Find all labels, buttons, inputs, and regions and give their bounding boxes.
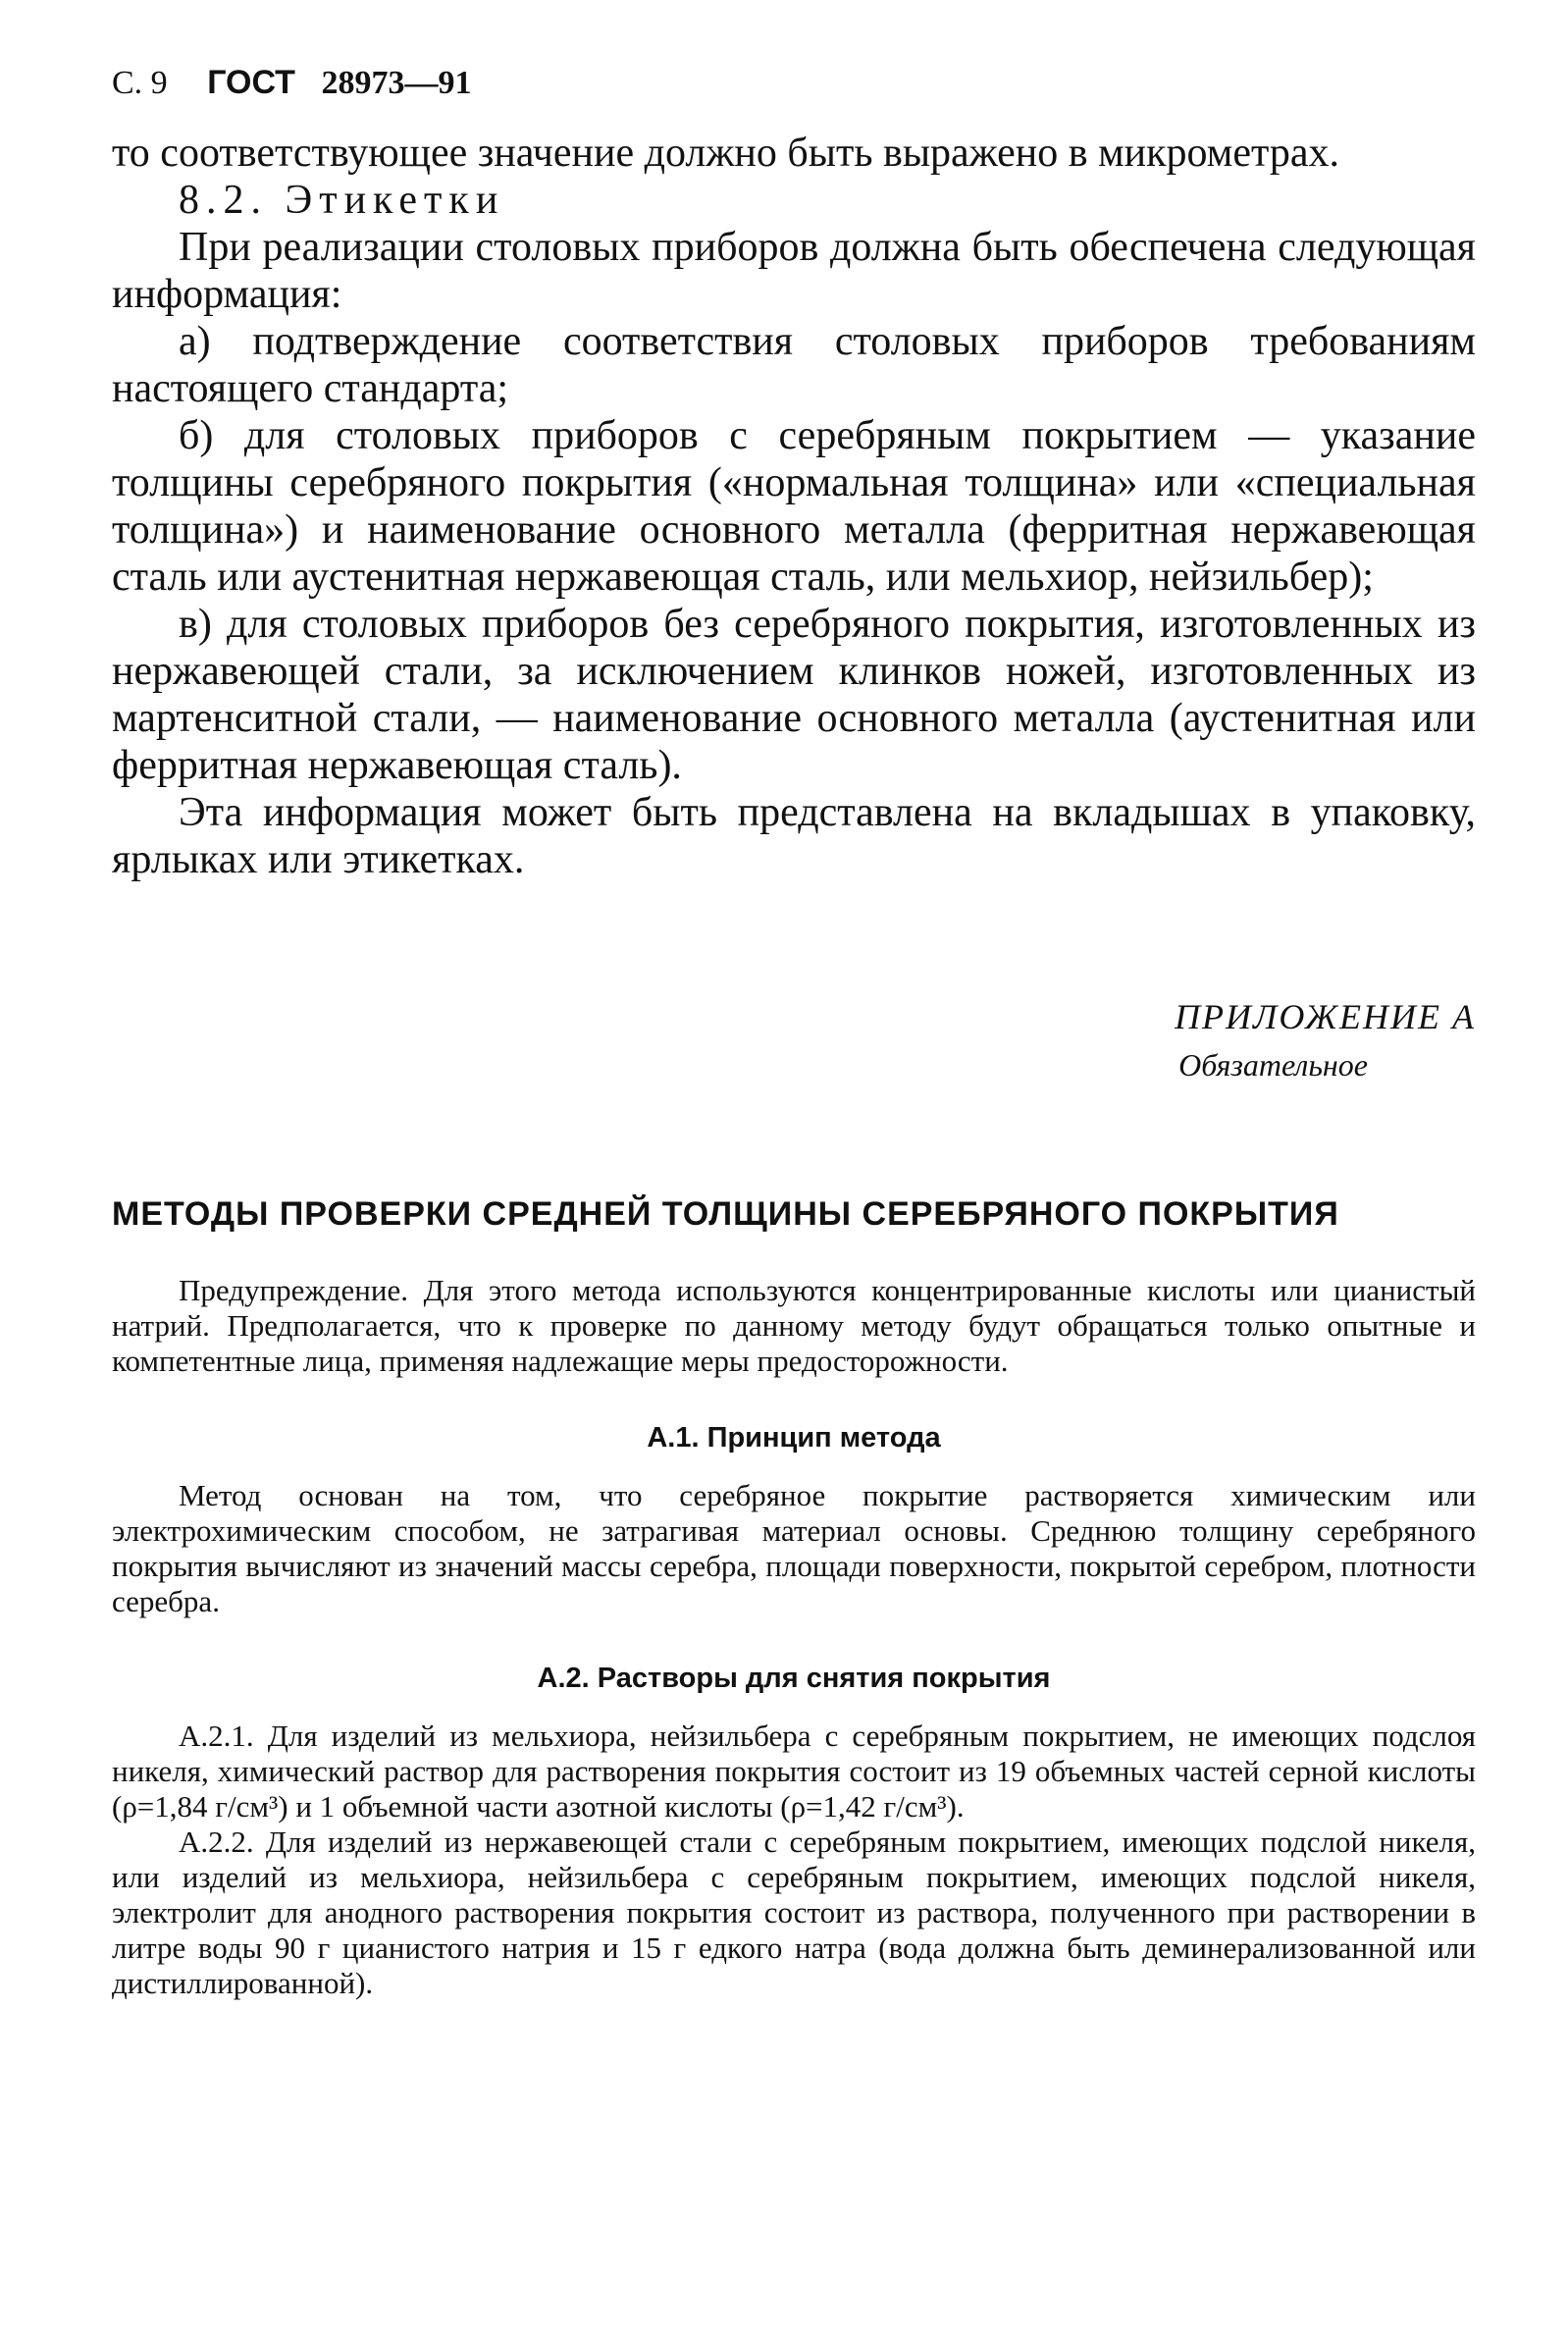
a2-heading: А.2. Растворы для снятия покрытия [537,1663,1051,1694]
appendix-main-title: МЕТОДЫ ПРОВЕРКИ СРЕДНЕЙ ТОЛЩИНЫ СЕРЕБРЯНОГО ПОКРЫТИЯ [112,1195,1339,1233]
continuation-text: то соответствующее значение должно быть выражено в микрометрах. [112,131,1339,176]
gost-number: 28973—91 [321,65,472,101]
appendix-label [112,991,1476,1087]
page-number: С. 9 [112,65,168,101]
a1-heading: А.1. Принцип метода [647,1422,941,1454]
document-page [112,57,1476,2001]
list-item-b: б) для столовых приборов с серебряным покрытием — указание толщины серебряного покрытия («нормальная толщина» или «специальная толщина») и наименование основного металла (ферритная нержавеющая сталь или аустенитная нержавеющая сталь, или мельхиор, нейзильбер); [112,413,1476,600]
page-header [112,57,1476,108]
labels-intro: При реализации столовых приборов должна быть обеспечена следующая информация: [112,225,1476,317]
a2-2-text: А.2.2. Для изделий из нержавеющей стали с серебряным покрытием, имеющих подслой никеля, или изделий из мельхиора, нейзильбера с серебряным покрытием, имеющих подслой никеля, электролит для анодного растворения покрытия состоит из раствора, полученного при растворении в литре воды 90 г цианистого натрия и 15 г едкого натра (вода должна быть деминерализованной или дистиллированной). [112,1824,1476,2000]
section-heading-labels: 8.2. Этикетки [179,178,505,223]
appendix-status: Обязательное [1178,1047,1368,1083]
list-item-v: в) для столовых приборов без серебряного покрытия, изготовленных из нержавеющей стали, за исключением клинков ножей, изготовленных из мартенситной стали, — наименование основного металла (аустенитная или ферритная нержавеющая сталь). [112,602,1476,788]
labels-note: Эта информация может быть представлена на вкладышах в упаковку, ярлыках или этикетках. [112,790,1476,882]
list-item-a: а) подтверждение соответствия столовых приборов требованиям настоящего стандарта; [112,319,1476,411]
section-8 [112,130,1476,883]
appendix-body [112,1273,1476,2001]
warning-paragraph: Предупреждение. Для этого метода используются концентрированные кислоты или цианистый натрий. Предполагается, что к проверке по данному методу будут обращаться только опытные и компетентные лица, применяя надлежащие меры предосторожности. [112,1273,1476,1378]
appendix-title: ПРИЛОЖЕНИЕ А [1175,997,1476,1036]
a2-1-text: А.2.1. Для изделий из мельхиора, нейзильбера с серебряным покрытием, не имеющих подслоя никеля, химический раствор для растворения покрытия состоит из 19 объемных частей серной кислоты (ρ=1,84 г/см³) и 1 объемной части азотной кислоты (ρ=1,42 г/см³). [112,1718,1476,1824]
gost-label: ГОСТ [207,64,295,101]
a1-text: Метод основан на том, что серебряное покрытие растворяется химическим или электрохимическим способом, не затрагивая материал основы. Среднюю толщину серебряного покрытия вычисляют из значений массы серебра, площади поверхности, покрытой серебром, плотности серебра. [112,1478,1476,1618]
